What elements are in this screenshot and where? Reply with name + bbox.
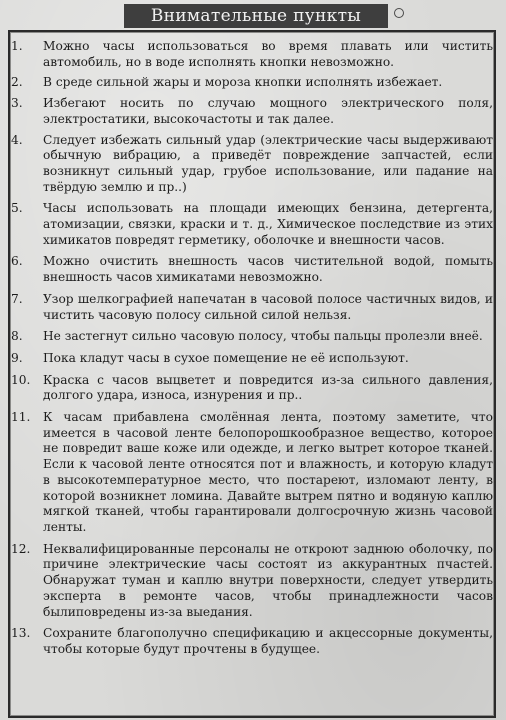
item-number: 4. xyxy=(11,132,23,147)
item-text: Следует избежать сильный удар (электрические часы выдерживают обычную вибрацию, а приведёт повреждение запчастей, если возникнут сильный удар, грубое использование, или падание на твёрдую землю и пр..) xyxy=(43,132,493,194)
item-number: 3. xyxy=(11,96,23,111)
list-item xyxy=(11,39,493,70)
item-number: 6. xyxy=(11,254,23,269)
item-number: 11. xyxy=(11,410,31,425)
item-text: Неквалифицированные персоналы не откроют заднюю оболочку, по причине электрические часы состоят из аккурантных пчастей. Обнаружат туман и каплю внутри поверхности, следует утвердить эксперта в ремонте часов, чтобы принадлежности часов былиповредены из-за выедания. xyxy=(43,541,493,619)
item-text: В среде сильной жары и мороза кнопки исполнять избежает. xyxy=(43,75,443,90)
page-title: Внимательные пункты xyxy=(124,4,388,28)
item-number: 2. xyxy=(11,75,23,90)
item-text: Сохраните благополучно спецификацию и акцессорные документы, чтобы которые будут прочтены в будущее. xyxy=(43,626,493,656)
item-number: 7. xyxy=(11,291,23,306)
list-item xyxy=(11,75,493,91)
item-text: К часам прибавлена смолённая лента, поэтому заметите, что имеется в часовой ленте белопорошкообразное вещество, которое не повредит ваше коже или одежде, и легко вытрет которое тканей. Если к часовой ленте относятся пот и влажность, и которую кладут в высокотемпературное место, что постареют, изломают ленту, в которой возникнет ломина. Давайте вытрем пятно и водяную каплю мягкой тканей, чтобы гарантировали долгосрочную жизнь часовой ленты. xyxy=(43,410,493,534)
item-number: 12. xyxy=(11,541,31,556)
item-text: Можно часы использоваться во время плавать или чистить автомобиль, но в воде исполнять кнопки невозможно. xyxy=(43,39,493,69)
list-item xyxy=(11,329,493,345)
item-text: Не застегнут сильно часовую полосу, чтобы пальцы пролезли внеё. xyxy=(43,329,483,344)
registered-mark-icon xyxy=(394,8,404,18)
list-item xyxy=(11,626,493,657)
list-item xyxy=(11,201,493,248)
item-text: Пока кладут часы в сухое помещение не её используют. xyxy=(43,350,409,365)
item-number: 8. xyxy=(11,329,23,344)
item-number: 9. xyxy=(11,350,23,365)
item-text: Часы использовать на площади имеющих бензина, детергента, атомизации, связки, краски и т. д., Химическое последствие из этих химикатов повредят герметику, оболочке и внешности часов. xyxy=(43,201,493,247)
item-number: 1. xyxy=(11,39,23,53)
item-number: 13. xyxy=(11,626,31,641)
item-number: 10. xyxy=(11,372,31,387)
list-item xyxy=(11,373,493,404)
list-item xyxy=(11,351,493,367)
list-item xyxy=(11,542,493,621)
instruction-list xyxy=(11,39,493,658)
item-text: Избегают носить по случаю мощного электрического поля, электростатики, высокочастоты и так далее. xyxy=(43,96,493,126)
list-item xyxy=(11,96,493,127)
list-item xyxy=(11,254,493,285)
item-text: Краска с часов выцветет и повредится из-за сильного давления, долгого удара, износа, изнурения и пр.. xyxy=(43,372,493,403)
item-number: 5. xyxy=(11,201,23,216)
item-text: Можно очистить внешность часов чистительной водой, помыть внешность часов химикатами невозможно. xyxy=(43,254,493,285)
item-text: Узор шелкографией напечатан в часовой полосе частичных видов, и чистить часовую полосу сильной силой нельзя. xyxy=(43,291,493,322)
list-item xyxy=(11,292,493,323)
list-item xyxy=(11,410,493,536)
list-item xyxy=(11,133,493,196)
